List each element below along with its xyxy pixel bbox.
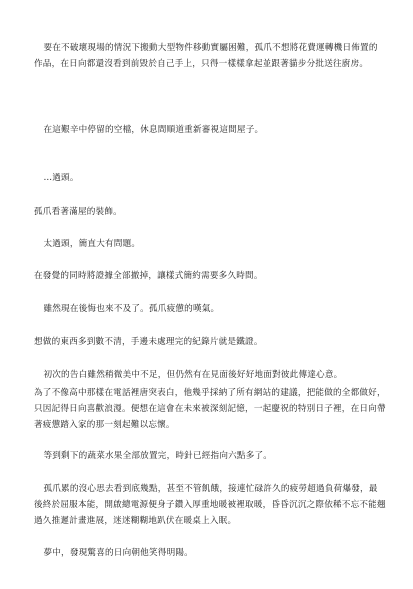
paragraph-7: 雖然現在後悔也來不及了。孤爪疲憊的嘆氣。 <box>43 304 220 314</box>
paragraph-5: 太過頭，簡直大有問題。 <box>43 239 141 249</box>
paragraph-3: …過頭。 <box>43 173 79 183</box>
paragraph-11: 等到剩下的蔬菜水果全部放置完，時針已經指向六點多了。 <box>43 451 273 461</box>
paragraph-13: 夢中，發現驚喜的日向朝他笑得明陽。 <box>43 548 193 558</box>
paragraph-4: 孤爪看著滿屋的裝飾。 <box>34 207 122 217</box>
paragraph-6: 在發覺的同時將證據全部撤掉，讓樣式簡約需要多久時間。 <box>34 271 263 281</box>
paragraph-12: 孤爪累的沒心思去看到底幾點，甚至不管飢餓，接連忙碌許久的疲勞超過負荷爆發，最後終於屈服本能，開啟總電源便身子鑽入厚重地暖被裡取暖，昏昏沉沉之際依稀不忘不能翹過久推遲計畫進展，迷迷糊糊地趴伏在暖桌上入眠。 <box>34 484 386 526</box>
paragraph-9: 初次的告白雖然稍微美中不足，但仍然有在見面後好好地面對彼此傳達心意。 <box>43 370 343 380</box>
paragraph-10: 為了不像高中那樣在電話裡唐突表白，他幾乎採納了所有網站的建議，把能做的全都做好，只因記得日向喜歡浪漫。便想在這會在未來被深刻記憶，一起慶祝的特別日子裡，在日向帶著疲憊踏入家的那一刻起難以忘懷。 <box>34 388 386 430</box>
paragraph-8: 想做的東西多到數不清，手邊未處理完的紀錄片就是鐵證。 <box>34 337 263 347</box>
paragraph-2: 在這艱辛中停留的空檔，休息間順道重新審視這間屋子。 <box>43 125 264 135</box>
paragraph-1: 要在不破壞現場的情況下搬動大型物件移動實屬困難，孤爪不想將花費運轉機日佈置的作品，在日向都還沒看到前毀於自己手上，只得一樣樣拿起並跟著貓步分批送往廚房。 <box>34 43 378 69</box>
